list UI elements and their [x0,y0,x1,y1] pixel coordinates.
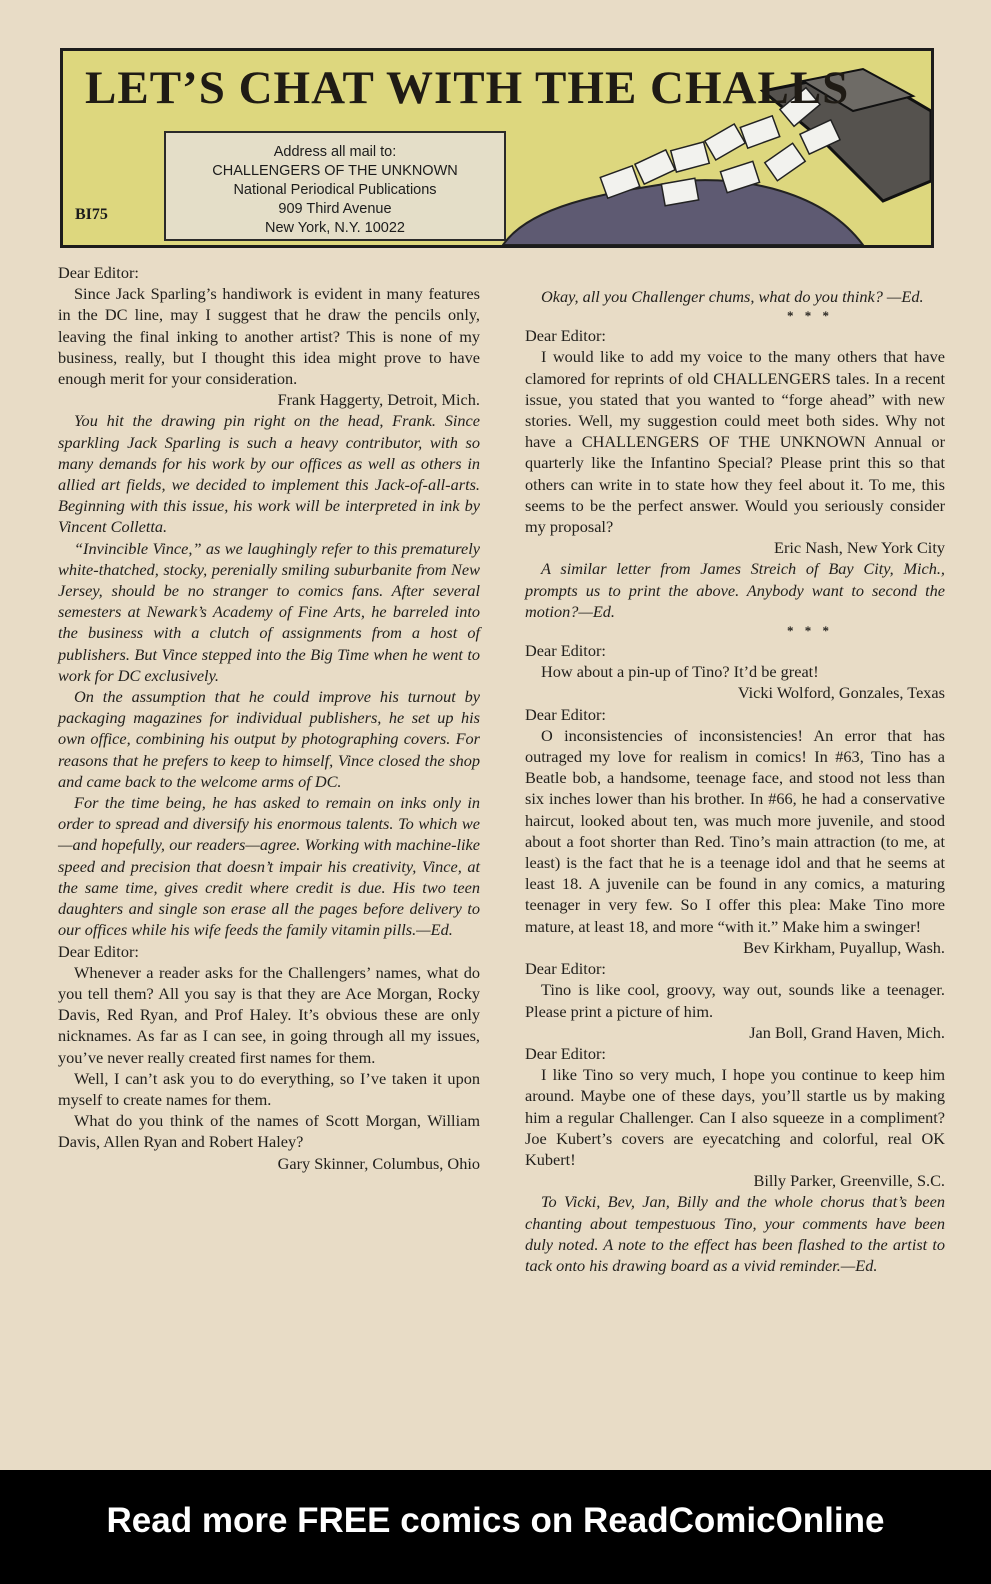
editor-reply: “Invincible Vince,” as we laughingly refer to this prematurely white-thatched, stocky, perenially smiling suburbanite from New Jersey, should be no stranger to comics fans. After several semesters at Newark’s Academy of Fine Arts, he barreled into the business with a clutch of assignments from a host of publishers. But Vince stepped into the Big Time when he went to work for DC exclusively. [58,538,480,685]
letters-header-panel [60,48,934,248]
letter-paragraph: I like Tino so very much, I hope you continue to keep him around. Maybe one of these days, you’ll startle us by making him a regular Challenger. Can I also squeeze in a compliment? Joe Kubert’s covers are eyecatching and colorful, real OK Kubert! [525,1065,945,1169]
letter-signature: Bev Kirkham, Puyallup, Wash. [743,937,945,957]
editor-reply: A similar letter from James Streich of Bay City, Mich., prompts us to print the above. Anybody want to second the motion?—Ed. [525,559,945,621]
letter-paragraph: Well, I can’t ask you to do everything, so I’ve taken it upon myself to create names for them. [58,1068,480,1109]
right-column [525,286,945,1276]
editor-reply: To Vicki, Bev, Jan, Billy and the whole chorus that’s been chanting about tempestuous Tino, your comments have been duly noted. A note to the effect has been flashed to the artist to tack onto his drawing board as a vivid reminder.—Ed. [525,1192,945,1275]
page-code: BI75 [75,206,108,223]
address-line: Address all mail to: [273,144,397,160]
address-line: New York, N.Y. 10022 [265,220,405,236]
letter-salutation: Dear Editor: [525,959,606,979]
address-line: National Periodical Publications [233,182,437,198]
left-column [58,262,480,1174]
letter-salutation: Dear Editor: [525,1043,606,1063]
section-divider: * * * [787,623,833,639]
letter-salutation: Dear Editor: [525,641,606,661]
address-line: CHALLENGERS OF THE UNKNOWN [212,163,458,179]
section-divider: * * * [787,308,833,324]
editor-reply: You hit the drawing pin right on the head, Frank. Since sparkling Jack Sparling is such a heavy contributor, with so many demands for his work by our offices as well as others in allied art fields, we decided to implement this Jack-of-all-arts. Beginning with this issue, his work will be interpreted in ink by Vincent Colletta. [58,411,480,537]
letter-paragraph: Tino is like cool, groovy, way out, sounds like a teenager. Please print a picture of him. [525,980,945,1021]
letter-signature: Eric Nash, New York City [774,538,945,558]
letter-salutation: Dear Editor: [525,326,606,346]
letter-salutation: Dear Editor: [58,263,139,282]
letter-paragraph: Whenever a reader asks for the Challengers’ names, what do you tell them? All you say is that they are Ace Morgan, Rocky Davis, Red Ryan, and Prof Haley. It’s obvious these are only nicknames. As far as I can see, in going through all my issues, you’ve never really created first names for them. [58,962,480,1067]
letter-paragraph: Since Jack Sparling’s handiwork is evident in many features in the DC line, may I suggest that he draw the pencils only, leaving the final inking to another artist? This is none of my business, really, but I thought this idea might prove to have enough merit for your consideration. [58,284,480,389]
address-line: 909 Third Avenue [278,201,392,217]
letter-paragraph: I would like to add my voice to the many others that have clamored for reprints of old CHALLENGERS tales. In a recent issue, you stated that you wanted to “forge ahead” with new stories. Well, my suggestion could meet both sides. Why not have a CHALLENGERS OF THE UNKNOWN Annual or quarterly like the Infantino Special? Please print this so that others can write in to state how they feel about it. To me, this seems to be the perfect answer. Would you seriously consider my proposal? [525,347,945,537]
promo-banner[interactable]: Read more FREE comics on ReadComicOnline [0,1470,991,1584]
letter-paragraph: How about a pin-up of Tino? It’d be great! [541,662,819,682]
editor-reply: For the time being, he has asked to remain on inks only in order to spread and diversify his enormous talents. To which we—and hopefully, our readers—agree. Working with machine-like speed and precision that doesn’t impair his creativity, Vince, at the same time, gives credit where credit is due. His two teen daughters and single son erase all the pages before delivery to our offices while his wife feeds the family vitamin pills.—Ed. [58,793,480,940]
letter-signature: Vicki Wolford, Gonzales, Texas [737,683,945,703]
letter-signature: Billy Parker, Greenville, S.C. [753,1171,945,1191]
letter-signature: Frank Haggerty, Detroit, Mich. [277,390,480,410]
editor-reply: Okay, all you Challenger chums, what do you think? —Ed. [541,287,924,306]
column-title: LET’S CHAT WITH THE CHALLS [85,62,850,114]
letter-salutation: Dear Editor: [58,941,139,961]
mailing-address-box [164,131,506,241]
letter-signature: Jan Boll, Grand Haven, Mich. [749,1022,945,1042]
letter-paragraph: O inconsistencies of inconsistencies! An error that has outraged my love for realism in comics! In #63, Tino has a Beatle bob, a handsome, teenage face, and stood not less than six inches lower than his brother. In #66, he had a conservative haircut, looked about ten, was much more juvenile, and stood about a foot shorter than Red. Tino’s main attraction (to me, at least) is the fact that he is a teenage idol and that he seems at least 18. A juvenile can be found in any comics, a maturing teenager in very few. So I offer this plea: Make Tino more mature, at least 18, and more “with it.” Make him a swinger! [525,725,945,936]
letter-salutation: Dear Editor: [525,704,606,724]
editor-reply: On the assumption that he could improve his turnout by packaging magazines for individual publishers, he set up his own office, combining his output by photographing covers. For reasons that he prefers to keep to himself, Vince closed the shop and came back to the welcome arms of DC. [58,687,480,791]
letter-paragraph: What do you think of the names of Scott Morgan, William Davis, Allen Ryan and Robert Haley? [58,1111,480,1152]
letter-signature: Gary Skinner, Columbus, Ohio [277,1153,480,1173]
